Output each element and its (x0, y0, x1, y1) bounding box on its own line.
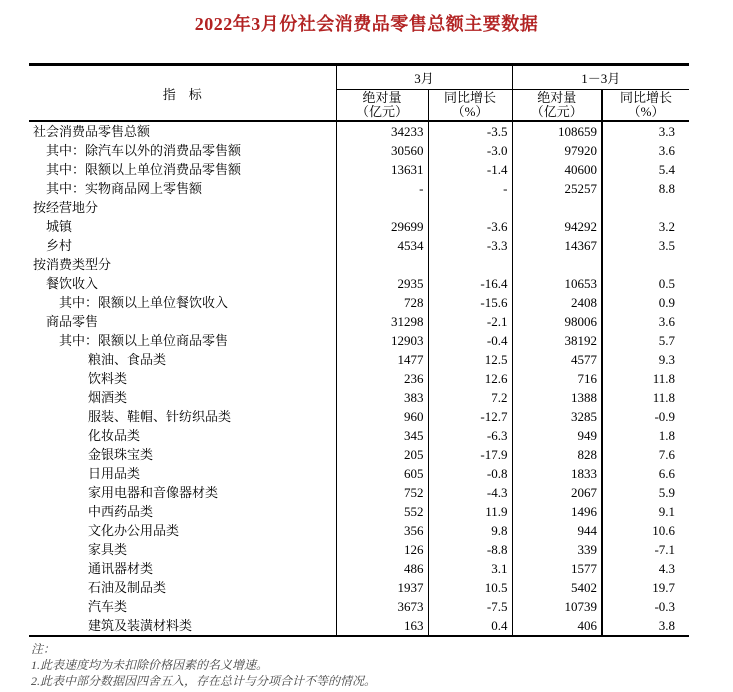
row-label: 汽车类 (88, 599, 128, 614)
retail-sales-table (29, 63, 689, 637)
march-absolute-value: 236 (336, 369, 428, 388)
table-row (29, 121, 689, 141)
march-absolute-value: 4534 (336, 236, 428, 255)
janmar-yoy-value: -0.3 (602, 597, 689, 616)
janmar-absolute-value: 94292 (512, 217, 602, 236)
table-row (29, 160, 689, 179)
table-row (29, 483, 689, 502)
row-label: 乡村 (46, 238, 73, 253)
note-2: 2.此表中部分数据因四舍五入，存在总计与分项合计不等的情况。 (31, 674, 377, 688)
janmar-yoy-value: 5.7 (602, 331, 689, 350)
janmar-yoy-value: 5.4 (602, 160, 689, 179)
janmar-yoy-value: 10.6 (602, 521, 689, 540)
janmar-absolute-value: 1388 (512, 388, 602, 407)
row-label: 服装、鞋帽、针纺织品类 (88, 409, 232, 424)
march-absolute-value: 552 (336, 502, 428, 521)
table-row (29, 464, 689, 483)
march-absolute-value: 752 (336, 483, 428, 502)
janmar-yoy-value: -7.1 (602, 540, 689, 559)
janmar-yoy-value: 3.3 (602, 121, 689, 141)
janmar-yoy-value: -0.9 (602, 407, 689, 426)
march-yoy-value: 12.6 (428, 369, 512, 388)
header-march-yoy (428, 90, 512, 122)
row-label: 化妆品类 (88, 428, 141, 443)
janmar-absolute-value: 1577 (512, 559, 602, 578)
march-absolute-value: 2935 (336, 274, 428, 293)
march-absolute-value: 383 (336, 388, 428, 407)
table-row (29, 597, 689, 616)
table-row (29, 616, 689, 636)
janmar-absolute-value: 406 (512, 616, 602, 636)
header-line: 同比增长 (444, 90, 497, 105)
march-absolute-value: - (336, 179, 428, 198)
janmar-yoy-value: 8.8 (602, 179, 689, 198)
march-absolute-value (336, 198, 428, 217)
march-absolute-value: 960 (336, 407, 428, 426)
header-line: 绝对量 (362, 90, 402, 105)
march-absolute-value: 1937 (336, 578, 428, 597)
march-yoy-value: 10.5 (428, 578, 512, 597)
table-row (29, 350, 689, 369)
march-yoy-value: -7.5 (428, 597, 512, 616)
janmar-absolute-value (512, 255, 602, 274)
march-absolute-value: 345 (336, 426, 428, 445)
march-absolute-value: 29699 (336, 217, 428, 236)
janmar-yoy-value: 3.6 (602, 141, 689, 160)
row-label: 商品零售 (46, 314, 99, 329)
janmar-yoy-value: 7.6 (602, 445, 689, 464)
march-yoy-value: -0.4 (428, 331, 512, 350)
march-yoy-value: -3.5 (428, 121, 512, 141)
row-label: 石油及制品类 (88, 580, 167, 595)
row-label: 其中：实物商品网上零售额 (46, 181, 203, 196)
janmar-absolute-value: 40600 (512, 160, 602, 179)
march-absolute-value: 34233 (336, 121, 428, 141)
march-absolute-value: 3673 (336, 597, 428, 616)
janmar-yoy-value: 11.8 (602, 388, 689, 407)
march-absolute-value: 356 (336, 521, 428, 540)
march-yoy-value: 9.8 (428, 521, 512, 540)
table-row (29, 293, 689, 312)
row-label: 粮油、食品类 (88, 352, 167, 367)
row-label: 中西药品类 (88, 504, 154, 519)
march-yoy-value: -1.4 (428, 160, 512, 179)
janmar-absolute-value: 10739 (512, 597, 602, 616)
note-1: 1.此表速度均为未扣除价格因素的名义增速。 (31, 658, 269, 672)
page-title: 2022年3月份社会消费品零售总额主要数据 (194, 14, 539, 34)
header-janmar-absolute (512, 90, 602, 122)
header-line: （亿元） (530, 104, 583, 119)
header-janmar-yoy (602, 90, 689, 122)
row-label: 日用品类 (88, 466, 141, 481)
table-row (29, 217, 689, 236)
row-label: 按经营地分 (33, 200, 99, 215)
march-yoy-value (428, 198, 512, 217)
table-row (29, 521, 689, 540)
header-line: 同比增长 (620, 90, 673, 105)
header-line: （%） (451, 104, 489, 119)
march-absolute-value: 205 (336, 445, 428, 464)
row-label: 社会消费品零售总额 (33, 124, 151, 139)
janmar-absolute-value: 98006 (512, 312, 602, 331)
janmar-absolute-value: 3285 (512, 407, 602, 426)
janmar-yoy-value: 3.6 (602, 312, 689, 331)
march-yoy-value: 7.2 (428, 388, 512, 407)
janmar-yoy-value: 9.1 (602, 502, 689, 521)
janmar-absolute-value: 1496 (512, 502, 602, 521)
janmar-absolute-value: 828 (512, 445, 602, 464)
march-yoy-value: -15.6 (428, 293, 512, 312)
table-row (29, 198, 689, 217)
table-row (29, 236, 689, 255)
row-label: 金银珠宝类 (88, 447, 154, 462)
march-yoy-value: -16.4 (428, 274, 512, 293)
janmar-yoy-value (602, 255, 689, 274)
march-yoy-value: -6.3 (428, 426, 512, 445)
janmar-absolute-value: 10653 (512, 274, 602, 293)
row-label: 其中：限额以上单位商品零售 (59, 333, 229, 348)
march-yoy-value: -4.3 (428, 483, 512, 502)
march-absolute-value: 163 (336, 616, 428, 636)
header-group-row (29, 65, 689, 90)
march-yoy-value: -0.8 (428, 464, 512, 483)
janmar-absolute-value: 949 (512, 426, 602, 445)
row-label: 饮料类 (88, 371, 128, 386)
march-absolute-value: 605 (336, 464, 428, 483)
janmar-absolute-value: 108659 (512, 121, 602, 141)
table-row (29, 578, 689, 597)
march-absolute-value: 30560 (336, 141, 428, 160)
header-march-absolute (336, 90, 428, 122)
march-yoy-value: 0.4 (428, 616, 512, 636)
janmar-absolute-value: 2067 (512, 483, 602, 502)
janmar-absolute-value: 14367 (512, 236, 602, 255)
march-absolute-value: 1477 (336, 350, 428, 369)
march-absolute-value: 31298 (336, 312, 428, 331)
header-line: 绝对量 (537, 90, 577, 105)
table-row (29, 445, 689, 464)
janmar-yoy-value: 9.3 (602, 350, 689, 369)
march-yoy-value: -8.8 (428, 540, 512, 559)
janmar-absolute-value: 97920 (512, 141, 602, 160)
march-yoy-value: -2.1 (428, 312, 512, 331)
janmar-yoy-value: 3.2 (602, 217, 689, 236)
header-line: （%） (627, 104, 665, 119)
janmar-yoy-value: 3.8 (602, 616, 689, 636)
janmar-absolute-value: 339 (512, 540, 602, 559)
janmar-absolute-value: 1833 (512, 464, 602, 483)
row-label: 文化办公用品类 (88, 523, 180, 538)
header-indicator: 指 标 (162, 86, 202, 102)
janmar-yoy-value: 0.9 (602, 293, 689, 312)
table-row (29, 179, 689, 198)
march-absolute-value: 126 (336, 540, 428, 559)
march-absolute-value: 486 (336, 559, 428, 578)
march-yoy-value: -12.7 (428, 407, 512, 426)
row-label: 家具类 (88, 542, 128, 557)
march-yoy-value: -3.0 (428, 141, 512, 160)
row-label: 其中：除汽车以外的消费品零售额 (46, 143, 242, 158)
march-yoy-value: 3.1 (428, 559, 512, 578)
table-row (29, 274, 689, 293)
march-yoy-value (428, 255, 512, 274)
table-row (29, 426, 689, 445)
janmar-absolute-value: 716 (512, 369, 602, 388)
march-absolute-value: 13631 (336, 160, 428, 179)
march-yoy-value: - (428, 179, 512, 198)
row-label: 餐饮收入 (46, 276, 99, 291)
march-absolute-value: 728 (336, 293, 428, 312)
march-yoy-value: 12.5 (428, 350, 512, 369)
march-yoy-value: -3.3 (428, 236, 512, 255)
table-body (29, 121, 689, 636)
table-row (29, 141, 689, 160)
table-row (29, 255, 689, 274)
march-yoy-value: -3.6 (428, 217, 512, 236)
footnotes (31, 641, 733, 689)
header-group-march: 3月 (336, 65, 512, 90)
march-yoy-value: 11.9 (428, 502, 512, 521)
janmar-yoy-value: 6.6 (602, 464, 689, 483)
table-row (29, 502, 689, 521)
march-yoy-value: -17.9 (428, 445, 512, 464)
janmar-yoy-value: 19.7 (602, 578, 689, 597)
janmar-yoy-value: 11.8 (602, 369, 689, 388)
janmar-absolute-value: 5402 (512, 578, 602, 597)
janmar-yoy-value: 3.5 (602, 236, 689, 255)
janmar-absolute-value (512, 198, 602, 217)
notes-label: 注： (31, 642, 56, 656)
march-absolute-value (336, 255, 428, 274)
table-row (29, 388, 689, 407)
janmar-yoy-value (602, 198, 689, 217)
row-label: 城镇 (46, 219, 73, 234)
table-row (29, 559, 689, 578)
row-label: 通讯器材类 (88, 561, 154, 576)
janmar-yoy-value: 1.8 (602, 426, 689, 445)
row-label: 烟酒类 (88, 390, 128, 405)
janmar-absolute-value: 25257 (512, 179, 602, 198)
header-line: （亿元） (355, 104, 408, 119)
header-group-jan-mar: 1－3月 (512, 65, 689, 90)
janmar-absolute-value: 38192 (512, 331, 602, 350)
table-row (29, 312, 689, 331)
janmar-yoy-value: 4.3 (602, 559, 689, 578)
janmar-yoy-value: 0.5 (602, 274, 689, 293)
row-label: 其中：限额以上单位餐饮收入 (59, 295, 229, 310)
janmar-absolute-value: 944 (512, 521, 602, 540)
table-row (29, 540, 689, 559)
table-row (29, 369, 689, 388)
march-absolute-value: 12903 (336, 331, 428, 350)
row-label: 其中：限额以上单位消费品零售额 (46, 162, 242, 177)
row-label: 建筑及装潢材料类 (88, 618, 193, 633)
janmar-absolute-value: 2408 (512, 293, 602, 312)
table-row (29, 331, 689, 350)
table-header (29, 65, 689, 122)
table-row (29, 407, 689, 426)
janmar-absolute-value: 4577 (512, 350, 602, 369)
janmar-yoy-value: 5.9 (602, 483, 689, 502)
row-label: 家用电器和音像器材类 (88, 485, 219, 500)
row-label: 按消费类型分 (33, 257, 112, 272)
